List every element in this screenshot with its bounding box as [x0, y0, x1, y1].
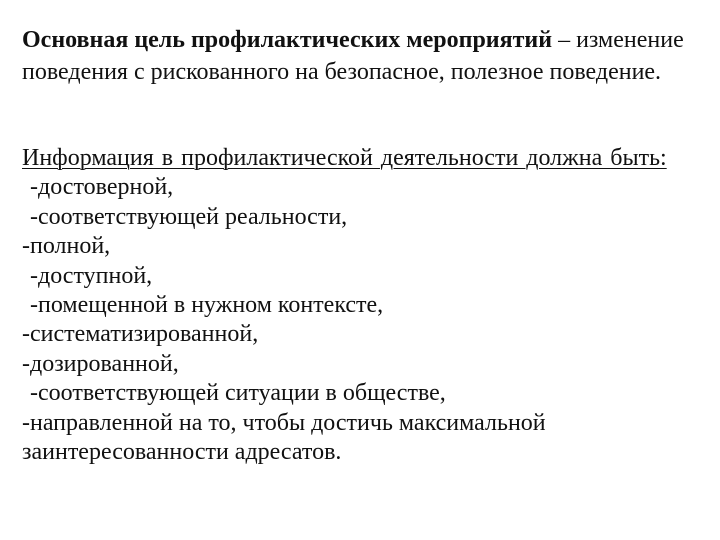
list-item: -полной, [22, 233, 111, 260]
list-item: -помещенной в нужном контексте, [30, 292, 384, 319]
heading-rest-text: – изменение поведения с рискованного на безопасное, полезное поведение. [22, 27, 684, 85]
info-heading: Информация в профилактической деятельности должна быть: [22, 145, 667, 171]
list-item: -дозированной, [22, 350, 179, 377]
requirements-list [22, 173, 694, 467]
list-item: -соответствующей реальности, [30, 203, 348, 230]
list-item: -соответствующей ситуации в обществе, [30, 380, 446, 407]
list-item: -достоверной, [30, 174, 174, 201]
info-block [22, 144, 694, 467]
list-item: -доступной, [30, 262, 153, 289]
heading-bold-text: Основная цель профилактических мероприятий [22, 27, 553, 53]
slide-heading [22, 24, 702, 88]
list-item: -систематизированной, [22, 321, 259, 348]
list-item: -направленной на то, чтобы достичь максимальной заинтересованности адресатов. [22, 409, 546, 466]
